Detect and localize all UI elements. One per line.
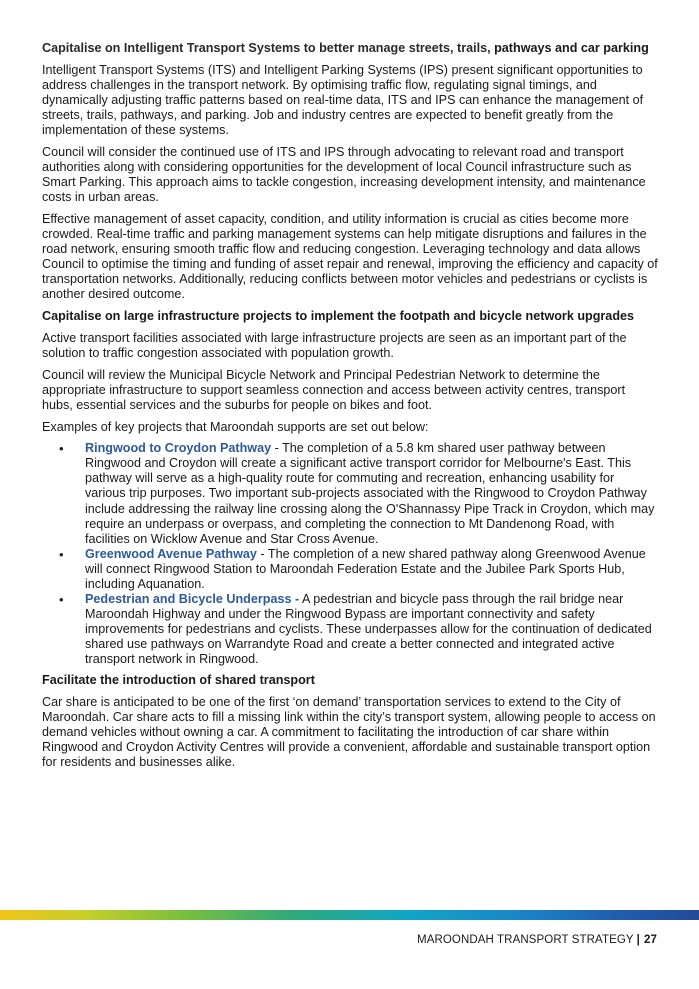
bullet-icon: • — [59, 441, 64, 457]
list-item — [42, 592, 658, 667]
paragraph: Effective management of asset capacity, condition, and utility information is crucial as cities become more crowded. Real-time traffic and parking management systems can help mitigate disruptions and failures in the road network, ensuring smooth traffic flow and reducing congestion. Leveraging technology and data allows Council to optimise the timing and funding of asset repair and renewal, improving the efficiency and capacity of transportation networks. Additionally, reducing conflicts between motor vehicles and pedestrians or cyclists is another desired outcome. — [42, 211, 658, 302]
document-title: MAROONDAH TRANSPORT STRATEGY — [417, 934, 634, 946]
project-title: Greenwood Avenue Pathway — [85, 546, 257, 561]
section-heading-shared-transport: Facilitate the introduction of shared transport — [42, 672, 315, 687]
project-list — [42, 441, 658, 667]
paragraph: Examples of key projects that Maroondah supports are set out below: — [42, 419, 429, 434]
project-title: Pedestrian and Bicycle Underpass - — [85, 592, 300, 607]
footer-colour-stripe — [0, 910, 699, 920]
page-number: 27 — [644, 934, 657, 946]
list-item — [42, 547, 658, 592]
paragraph: Car share is anticipated to be one of the first ‘on demand’ transportation services to extend to the City of Maroondah. Car share acts to fill a missing link within the city’s transport system, allowing people to access on demand vehicles without owning a car. A commitment to facilitating the introduction of car share within Ringwood and Croydon Activity Centres will provide a convenient, affordable and sustainable transport option for residents and businesses alike. — [42, 694, 656, 770]
paragraph: Council will consider the continued use of ITS and IPS through advocating to relevant road and transport authorities along with considering opportunities for the development of local Council infrastructure such as Smart Parking. This approach aims to tackle congestion, increasing development intensity, and maintenance costs in urban areas. — [42, 145, 646, 205]
project-title: Ringwood to Croydon Pathway — [85, 441, 272, 456]
document-body — [42, 41, 658, 777]
page-footer — [417, 934, 657, 946]
paragraph: Active transport facilities associated with large infrastructure projects are seen as an important part of the solution to traffic congestion associated with population growth. — [42, 331, 627, 361]
paragraph: Council will review the Municipal Bicycle Network and Principal Pedestrian Network to determine the appropriate infrastructure to support seamless connection and access between activity centres, transport hubs, essential services and the suburbs for people on bikes and foot. — [42, 367, 626, 412]
bullet-icon: • — [59, 546, 64, 562]
footer-separator: | — [636, 934, 640, 946]
project-description: - The completion of a 5.8 km shared user pathway between Ringwood and Croydon will create a significant active transport corridor for Melbourne's East. This pathway will serve as a high-quality route for commuting and recreation, enhancing usability for various trip purposes. Two important sub-projects associated with the Ringwood to Croydon Pathway include addressing the railway line crossing along the O'Shannassy Pipe Track in Croydon, which may require an underpass or overpass, and completing the connection to Mt Dandenong Road, with facilities on Wicklow Avenue and Star Cross Avenue. — [85, 441, 655, 546]
section-heading-infrastructure: Capitalise on large infrastructure projects to implement the footpath and bicycle network upgrades — [42, 309, 635, 323]
section-heading-its: Capitalise on Intelligent Transport Systems to better manage streets, trails, pathways and car parking — [42, 41, 649, 55]
paragraph: Intelligent Transport Systems (ITS) and Intelligent Parking Systems (IPS) present significant opportunities to address challenges in the transport network. By optimising traffic flow, regulating signal timings, and dynamically adjusting traffic patterns based on real-time data, ITS and IPS can enhance the management of streets, trails, pathways, and parking. Job and industry centres are expected to benefit greatly from the implementation of these systems. — [42, 63, 644, 138]
project-description: - The completion of a new shared pathway along Greenwood Avenue will connect Ringwood Station to Maroondah Federation Estate and the Jubilee Park Sports Hub, including Aquanation. — [85, 546, 646, 591]
list-item — [42, 441, 658, 547]
bullet-icon: • — [59, 592, 64, 608]
project-description: A pedestrian and bicycle pass through the rail bridge near Maroondah Highway and under the Ringwood Bypass are important connectivity and safety improvements for pedestrians and cyclists. These underpasses allow for the continuation of dedicated shared use pathways on Warrandyte Road and create a better connected and integrated active transport network in Ringwood. — [85, 592, 652, 667]
